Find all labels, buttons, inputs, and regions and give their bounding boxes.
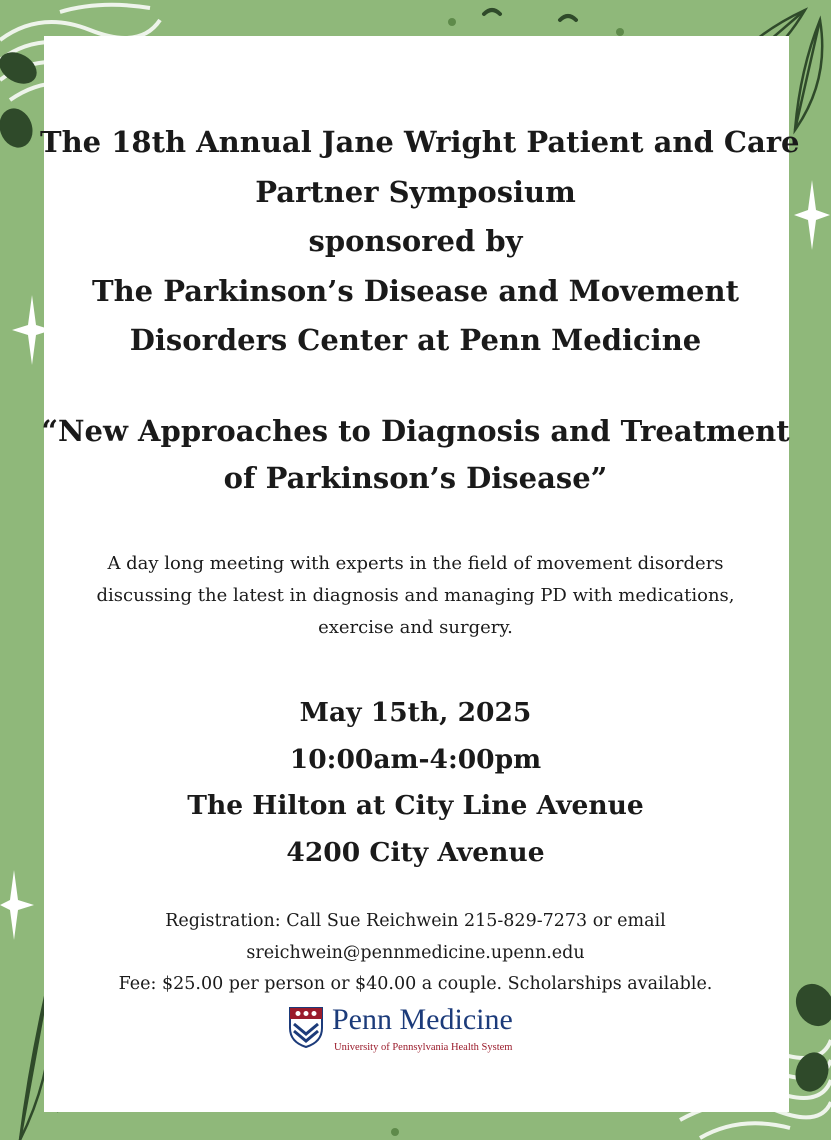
logo-name: Penn Medicine	[332, 1003, 513, 1036]
title-line: Disorders Center at Penn Medicine	[129, 323, 702, 357]
description-line: discussing the latest in diagnosis and managing PD with medications,	[96, 585, 735, 606]
title-line: sponsored by	[308, 224, 523, 258]
title-line: Partner Symposium	[255, 174, 576, 209]
title-line: The Parkinson’s Disease and Movement	[92, 273, 739, 308]
event-time: 10:00am-4:00pm	[289, 743, 542, 775]
event-venue: The Hilton at City Line Avenue	[187, 790, 644, 821]
registration-fee: Fee: $25.00 per person or $40.00 a couple. Scholarships available.	[118, 974, 713, 994]
event-description	[40, 548, 791, 644]
event-date: May 15th, 2025	[299, 697, 532, 728]
description-line: exercise and surgery.	[318, 617, 513, 638]
subtitle-line: of Parkinson’s Disease”	[223, 461, 608, 495]
event-address: 4200 City Avenue	[286, 836, 545, 868]
penn-shield-icon	[288, 1006, 324, 1048]
event-details	[40, 690, 791, 876]
symposium-subtitle	[40, 408, 791, 502]
description-line: A day long meeting with experts in the field of movement disorders	[107, 553, 724, 574]
subtitle-line: “New Approaches to Diagnosis and Treatment	[41, 414, 790, 448]
penn-medicine-logo	[288, 1003, 548, 1056]
logo-subtitle: University of Pennsylvania Health System	[334, 1042, 513, 1053]
registration-email[interactable]: sreichwein@pennmedicine.upenn.edu	[246, 942, 585, 963]
registration-info	[40, 906, 791, 1001]
title-line: The 18th Annual Jane Wright Patient and Care	[40, 125, 800, 159]
registration-phone: Registration: Call Sue Reichwein 215-829-7273 or email	[165, 911, 666, 931]
symposium-title	[40, 118, 800, 366]
